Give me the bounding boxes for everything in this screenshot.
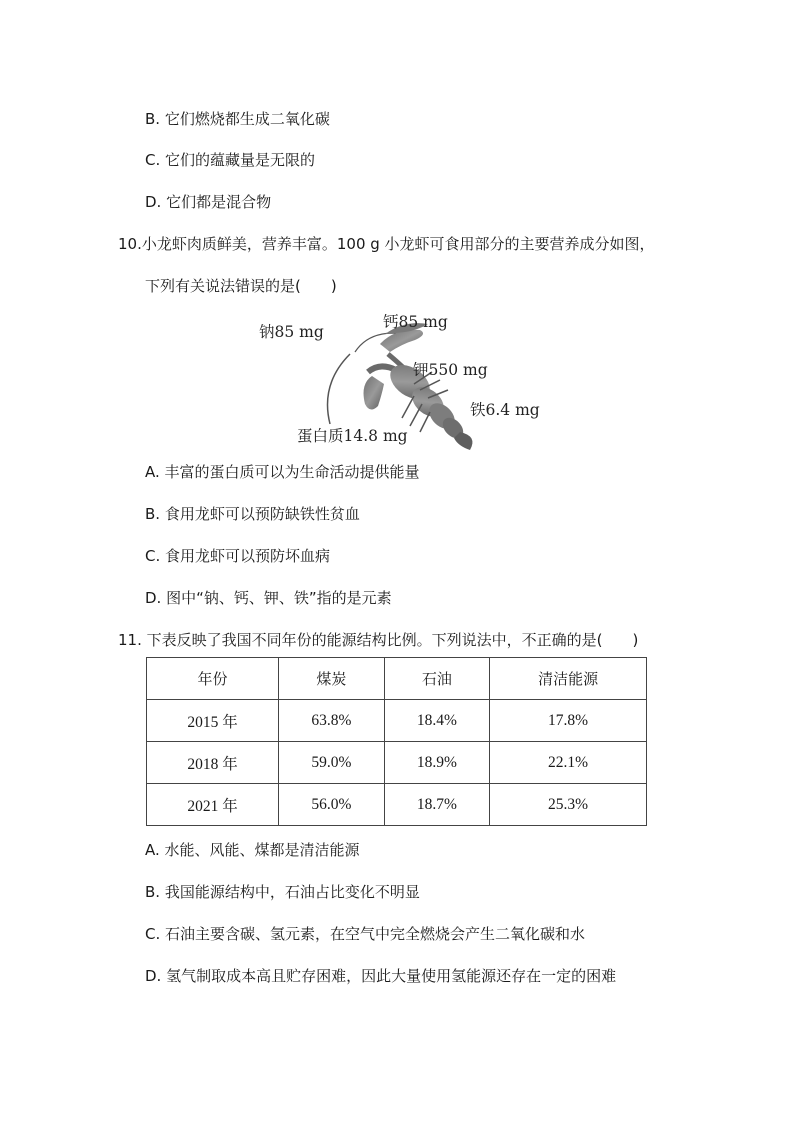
lobster-nutrition-figure: [255, 306, 545, 451]
q10-stem-line1: 10.小龙虾肉质鲜美，营养丰富。100 g 小龙虾可食用部分的主要营养成分如图，: [118, 235, 655, 253]
table-cell: 2018 年: [147, 742, 279, 784]
table-cell: 2015 年: [147, 700, 279, 742]
label-protein: 蛋白质14.8 mg: [297, 427, 408, 445]
q11-option-a: A. 水能、风能、煤都是清洁能源: [145, 841, 360, 859]
header-clean-energy: 清洁能源: [490, 658, 647, 700]
table-cell: 22.1%: [490, 742, 647, 784]
header-oil: 石油: [384, 658, 490, 700]
table-row: [147, 784, 647, 826]
table-cell: 18.7%: [384, 784, 490, 826]
table-cell: 17.8%: [490, 700, 647, 742]
q9-option-b: B. 它们燃烧都生成二氧化碳: [145, 110, 330, 128]
energy-structure-table: [146, 657, 647, 826]
header-year: 年份: [147, 658, 279, 700]
table-cell: 63.8%: [279, 700, 385, 742]
q10-option-d: D. 图中“钠、钙、钾、铁”指的是元素: [145, 589, 392, 607]
table-header-row: [147, 658, 647, 700]
table-cell: 25.3%: [490, 784, 647, 826]
table-cell: 56.0%: [279, 784, 385, 826]
q9-option-d: D. 它们都是混合物: [145, 193, 272, 211]
label-calcium: 钙85 mg: [383, 313, 448, 331]
q10-option-b: B. 食用龙虾可以预防缺铁性贫血: [145, 505, 360, 523]
header-coal: 煤炭: [279, 658, 385, 700]
q11-option-c: C. 石油主要含碳、氢元素，在空气中完全燃烧会产生二氧化碳和水: [145, 925, 586, 943]
q11-stem: 11. 下表反映了我国不同年份的能源结构比例。下列说法中，不正确的是( ): [118, 631, 639, 649]
q10-stem-line2: 下列有关说法错误的是( ): [145, 277, 337, 295]
q11-option-b: B. 我国能源结构中，石油占比变化不明显: [145, 883, 420, 901]
table-row: [147, 742, 647, 784]
table-cell: 18.4%: [384, 700, 490, 742]
table-cell: 18.9%: [384, 742, 490, 784]
q10-option-a: A. 丰富的蛋白质可以为生命活动提供能量: [145, 463, 420, 481]
table-cell: 59.0%: [279, 742, 385, 784]
table-row: [147, 700, 647, 742]
q9-option-c: C. 它们的蕴藏量是无限的: [145, 151, 316, 169]
q10-option-c: C. 食用龙虾可以预防坏血病: [145, 547, 331, 565]
label-potassium: 钾550 mg: [413, 361, 488, 379]
table-cell: 2021 年: [147, 784, 279, 826]
label-sodium: 钠85 mg: [259, 323, 324, 341]
q11-option-d: D. 氢气制取成本高且贮存困难，因此大量使用氢能源还存在一定的困难: [145, 967, 617, 985]
label-iron: 铁6.4 mg: [470, 401, 540, 419]
